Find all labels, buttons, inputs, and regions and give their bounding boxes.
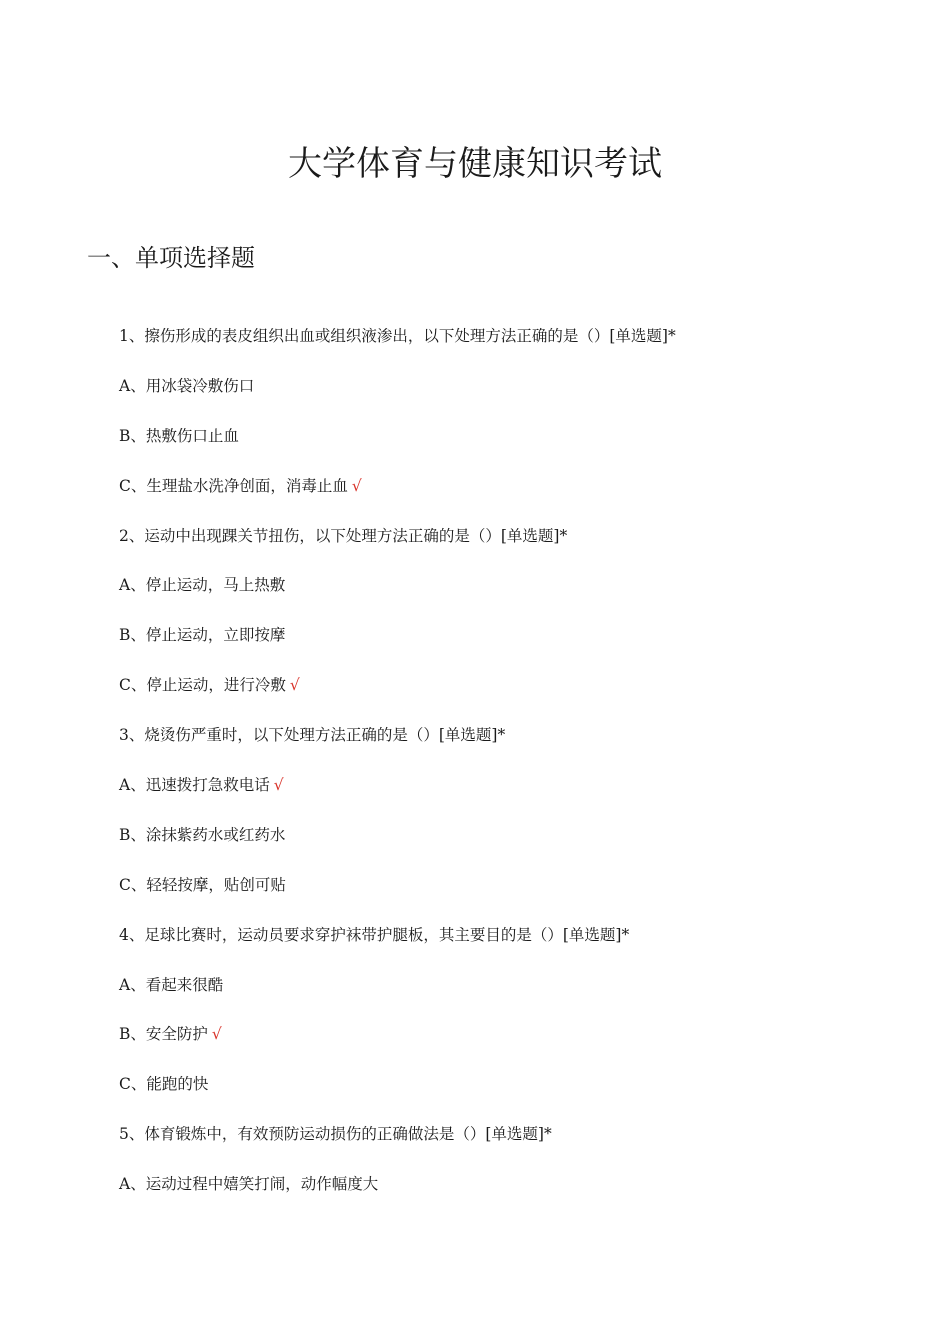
- line-text: A、运动过程中嬉笑打闹，动作幅度大: [119, 1175, 379, 1194]
- option-line: [119, 1020, 899, 1070]
- line-text: 3、烧烫伤严重时，以下处理方法正确的是（）[单选题]*: [119, 726, 506, 745]
- option-line: [119, 1070, 899, 1120]
- page-title: 大学体育与健康知识考试: [288, 144, 662, 184]
- check-icon: √: [211, 1025, 222, 1044]
- option-line: [119, 821, 899, 871]
- line-text: 5、体育锻炼中，有效预防运动损伤的正确做法是（）[单选题]*: [119, 1125, 552, 1144]
- line-text: C、轻轻按摩，贴创可贴: [119, 875, 286, 894]
- question-line: [119, 322, 899, 372]
- line-text: 1、擦伤形成的表皮组织出血或组织液渗出，以下处理方法正确的是（）[单选题]*: [119, 327, 676, 345]
- question-line: [119, 721, 899, 771]
- line-text: A、用冰袋冷敷伤口: [119, 376, 255, 395]
- line-text: 4、足球比赛时，运动员要求穿护袜带护腿板，其主要目的是（）[单选题]*: [119, 925, 630, 944]
- line-text: A、停止运动，马上热敷: [119, 576, 286, 595]
- check-icon: √: [273, 776, 284, 795]
- option-line: [119, 472, 899, 522]
- question-line: [119, 921, 899, 971]
- question-line: [119, 522, 899, 572]
- question-line: [119, 1120, 899, 1170]
- option-line: [119, 671, 899, 721]
- line-text: B、安全防护: [119, 1025, 208, 1044]
- line-text: A、看起来很酷: [119, 975, 224, 994]
- line-text: 2、运动中出现踝关节扭伤，以下处理方法正确的是（）[单选题]*: [119, 526, 568, 545]
- section-title: 一、单项选择题: [87, 244, 255, 272]
- line-text: B、停止运动，立即按摩: [119, 626, 286, 645]
- option-line: [119, 621, 899, 671]
- line-text: A、迅速拨打急救电话: [119, 776, 270, 795]
- line-text: B、热敷伤口止血: [119, 426, 239, 445]
- line-text: C、生理盐水洗净创面，消毒止血: [119, 476, 348, 495]
- option-line: [119, 1170, 899, 1220]
- option-line: [119, 372, 899, 422]
- option-line: [119, 871, 899, 921]
- option-line: [119, 422, 899, 472]
- line-text: C、停止运动，进行冷敷: [119, 676, 286, 695]
- option-line: [119, 771, 899, 821]
- option-line: [119, 971, 899, 1021]
- check-icon: √: [289, 676, 300, 695]
- line-text: C、能跑的快: [119, 1075, 209, 1094]
- line-text: B、涂抹紫药水或红药水: [119, 825, 286, 844]
- question-list: [119, 322, 899, 1220]
- option-line: [119, 571, 899, 621]
- check-icon: √: [351, 476, 362, 495]
